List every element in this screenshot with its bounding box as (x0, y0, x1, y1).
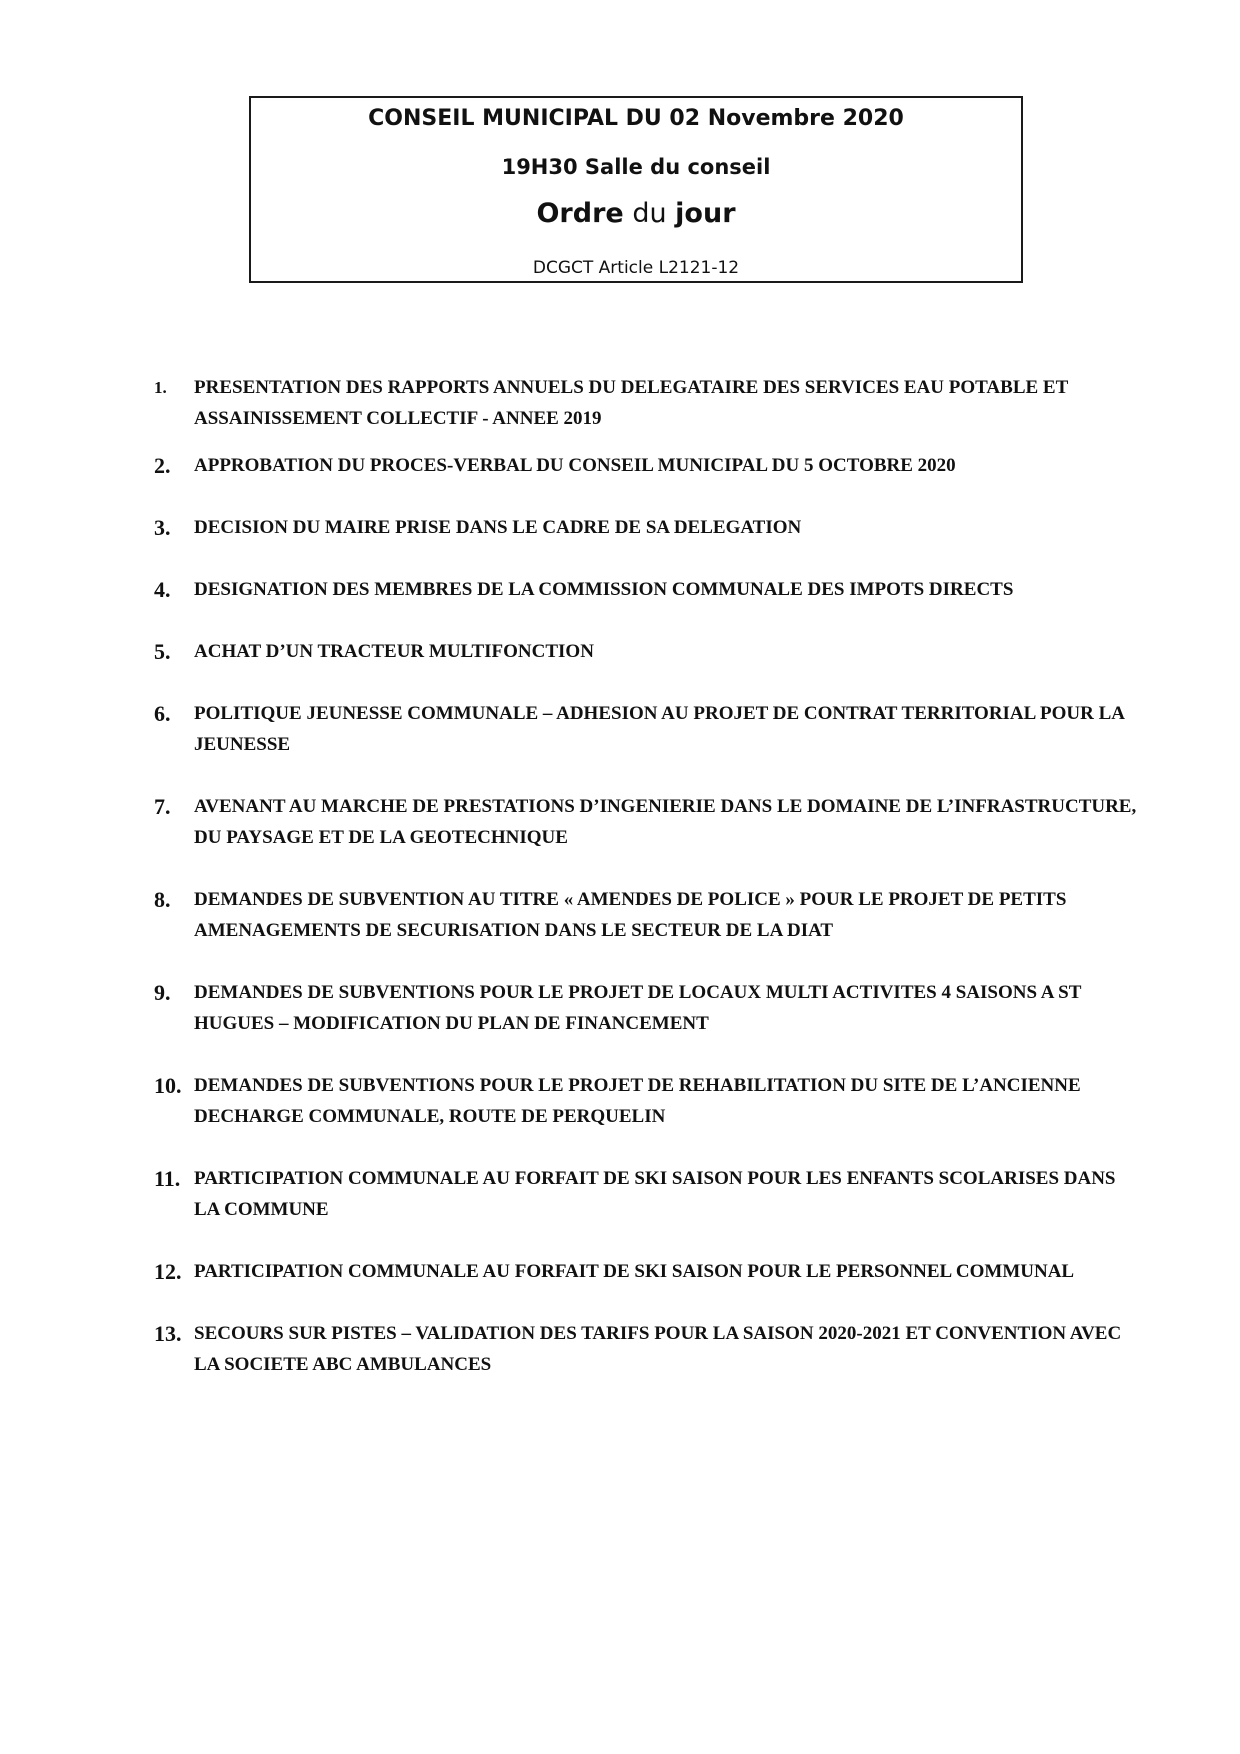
agenda-item-text: DEMANDES DE SUBVENTION AU TITRE « AMENDES DE POLICE » POUR LE PROJET DE PETITS AMENAGEMENTS DE SECURISATION DANS LE SECTEUR DE LA DIAT (194, 889, 1067, 941)
agenda-item (154, 372, 1144, 434)
agenda-item-number: 12. (154, 1259, 182, 1284)
agenda-item-text: DESIGNATION DES MEMBRES DE LA COMMISSION COMMUNALE DES IMPOTS DIRECTS (194, 579, 1014, 600)
agenda-item (154, 698, 1144, 760)
agenda-item-number: 5. (154, 639, 171, 664)
agenda-item-number: 7. (154, 794, 171, 819)
agenda-item (154, 574, 1144, 605)
agenda-item-number: 8. (154, 887, 171, 912)
agenda-item-number: 2. (154, 453, 171, 478)
agenda-item (154, 1163, 1144, 1225)
agenda-item-text: PARTICIPATION COMMUNALE AU FORFAIT DE SKI SAISON POUR LES ENFANTS SCOLARISES DANS LA COMMUNE (194, 1168, 1116, 1220)
agenda-item-text: AVENANT AU MARCHE DE PRESTATIONS D’INGENIERIE DANS LE DOMAINE DE L’INFRASTRUCTURE, DU PAYSAGE ET DE LA GEOTECHNIQUE (194, 796, 1137, 848)
agenda-item-text: DEMANDES DE SUBVENTIONS POUR LE PROJET DE REHABILITATION DU SITE DE L’ANCIENNE DECHARGE COMMUNALE, ROUTE DE PERQUELIN (194, 1075, 1081, 1127)
agenda-item-number: 3. (154, 515, 171, 540)
agenda-item-text: DEMANDES DE SUBVENTIONS POUR LE PROJET DE LOCAUX MULTI ACTIVITES 4 SAISONS A ST HUGUES – MODIFICATION DU PLAN DE FINANCEMENT (194, 982, 1082, 1034)
agenda-item (154, 1070, 1144, 1132)
header-box (249, 96, 1023, 283)
agenda-item (154, 1256, 1144, 1287)
agenda-item-number: 1. (154, 378, 167, 397)
legal-reference: DCGCT Article L2121-12 (532, 258, 740, 278)
agenda-item-number: 10. (154, 1073, 182, 1098)
agenda-item-number: 13. (154, 1321, 182, 1346)
agenda-heading-word-1: Ordre (536, 198, 624, 229)
agenda-item (154, 791, 1144, 853)
agenda-item (154, 450, 1144, 481)
agenda-item-text: DECISION DU MAIRE PRISE DANS LE CADRE DE SA DELEGATION (194, 517, 802, 538)
agenda-heading-word-3: jour (675, 198, 736, 229)
agenda-item-number: 11. (154, 1166, 181, 1191)
agenda-item-text: PARTICIPATION COMMUNALE AU FORFAIT DE SKI SAISON POUR LE PERSONNEL COMMUNAL (194, 1261, 1075, 1282)
agenda-item (154, 636, 1144, 667)
agenda-item-number: 6. (154, 701, 171, 726)
agenda-item (154, 512, 1144, 543)
agenda-item (154, 1318, 1144, 1380)
agenda-item (154, 977, 1144, 1039)
agenda-item-text: SECOURS SUR PISTES – VALIDATION DES TARIFS POUR LA SAISON 2020-2021 ET CONVENTION AVEC LA SOCIETE ABC AMBULANCES (194, 1323, 1122, 1375)
agenda-item-text: APPROBATION DU PROCES-VERBAL DU CONSEIL MUNICIPAL DU 5 OCTOBRE 2020 (194, 455, 956, 476)
agenda-heading (251, 198, 1021, 229)
meeting-title: CONSEIL MUNICIPAL DU 02 Novembre 2020 (368, 106, 904, 131)
agenda-item (154, 884, 1144, 946)
agenda-item-text: ACHAT D’UN TRACTEUR MULTIFONCTION (194, 641, 594, 662)
agenda-item-number: 4. (154, 577, 171, 602)
agenda-heading-word-2: du (632, 198, 667, 229)
meeting-time-place: 19H30 Salle du conseil (501, 155, 771, 179)
agenda-item-text: PRESENTATION DES RAPPORTS ANNUELS DU DELEGATAIRE DES SERVICES EAU POTABLE ET ASSAINISSEMENT COLLECTIF - ANNEE 2019 (194, 377, 1068, 429)
agenda-item-number: 9. (154, 980, 171, 1005)
agenda-item-text: POLITIQUE JEUNESSE COMMUNALE – ADHESION AU PROJET DE CONTRAT TERRITORIAL POUR LA JEUNESSE (194, 703, 1124, 755)
